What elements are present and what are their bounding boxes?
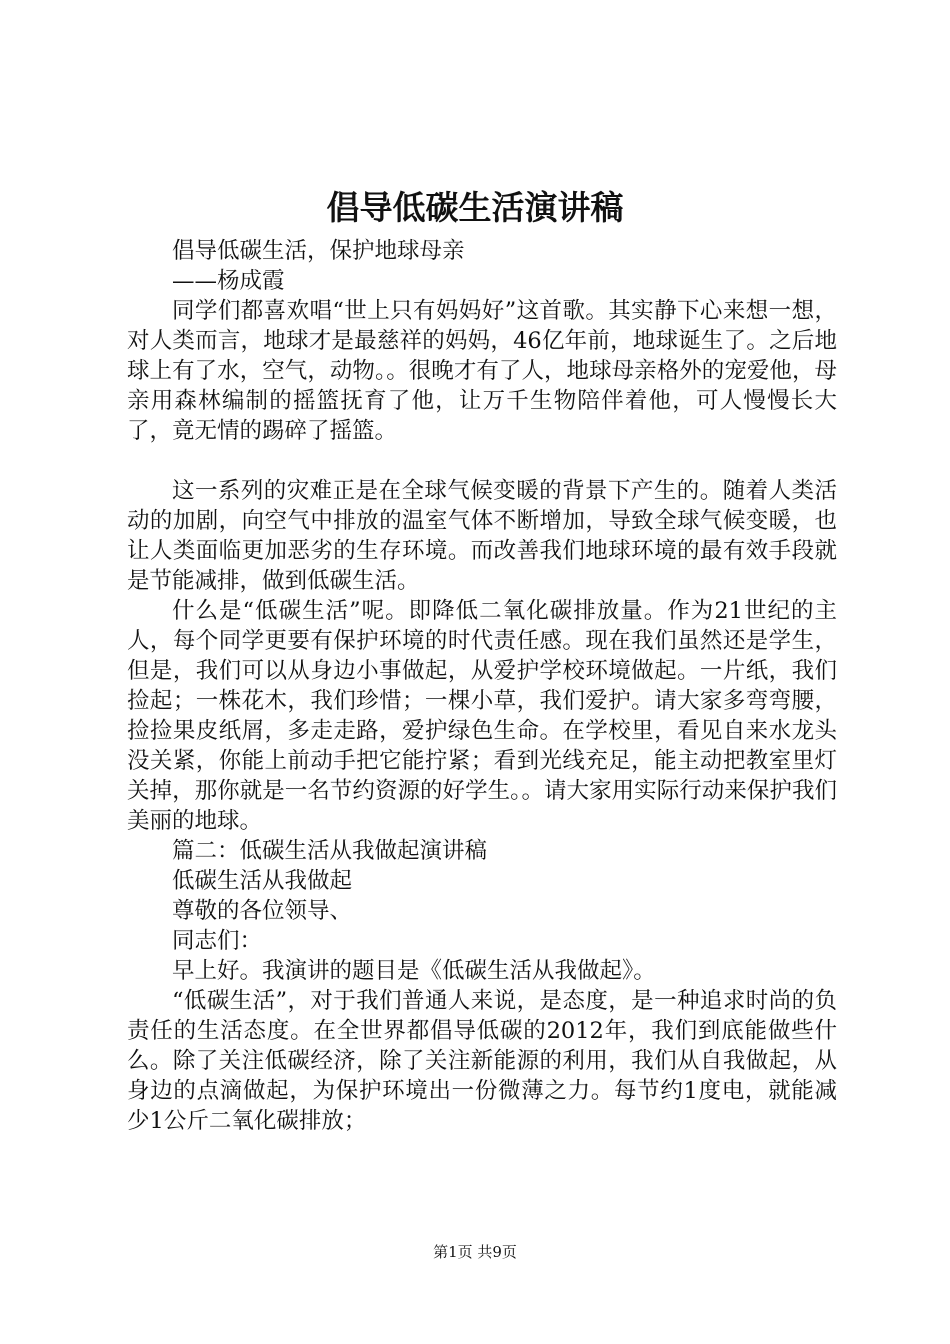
subtitle-paragraph: 倡导低碳生活，保护地球母亲 xyxy=(172,238,465,264)
body-paragraph: 什么是“低碳生活”呢。即降低二氧化碳排放量。作为21世纪的主人，每个同学更要有保护环境的时代责任感。现在我们虽然还是学生，但是，我们可以从身边小事做起，从爱护学校环境做起。一片纸，我们捡起；一株花木，我们珍惜；一棵小草，我们爱护。请大家多弯弯腰，捡捡果皮纸屑，多走走路，爱护绿色生命。在学校里，看见自来水龙头没关紧，你能上前动手把它能拧紧；看到光线充足，能主动把教室里灯关掉，那你就是一名节约资源的好学生。。请大家用实际行动来保护我们美丽的地球。 xyxy=(127,598,837,834)
speech-title: 低碳生活从我做起 xyxy=(172,868,353,894)
body-paragraph: 早上好。我演讲的题目是《低碳生活从我做起》。 xyxy=(172,958,656,984)
salutation-line: 尊敬的各位领导、 xyxy=(172,898,353,924)
section-heading: 篇二：低碳生活从我做起演讲稿 xyxy=(172,838,488,864)
body-paragraph: “低碳生活”，对于我们普通人来说，是态度，是一种追求时尚的负责任的生活态度。在全世界都倡导低碳的2012年，我们到底能做些什么。除了关注低碳经济，除了关注新能源的利用，我们从自我做起，从身边的点滴做起，为保护环境出一份微薄之力。每节约1度电，就能减少1公斤二氧化碳排放； xyxy=(127,988,837,1134)
salutation-line: 同志们： xyxy=(172,928,263,954)
body-paragraph: 这一系列的灾难正是在全球气候变暖的背景下产生的。随着人类活动的加剧，向空气中排放的温室气体不断增加，导致全球气候变暖，也让人类面临更加恶劣的生存环境。而改善我们地球环境的最有效手段就是节能减排，做到低碳生活。 xyxy=(127,478,837,594)
author-line: ——杨成霞 xyxy=(172,268,285,294)
page-number-footer: 第1页 共9页 xyxy=(433,1243,517,1261)
document-body xyxy=(127,236,837,1136)
body-paragraph: 同学们都喜欢唱“世上只有妈妈好”这首歌。其实静下心来想一想，对人类而言，地球才是最慈祥的妈妈，46亿年前，地球诞生了。之后地球上有了水，空气，动物。。很晚才有了人，地球母亲格外的宠爱他，母亲用森林编制的摇篮抚育了他，让万千生物陪伴着他，可人慢慢长大了，竟无情的踢碎了摇篮。 xyxy=(127,298,837,444)
document-title: 倡导低碳生活演讲稿 xyxy=(326,188,624,227)
